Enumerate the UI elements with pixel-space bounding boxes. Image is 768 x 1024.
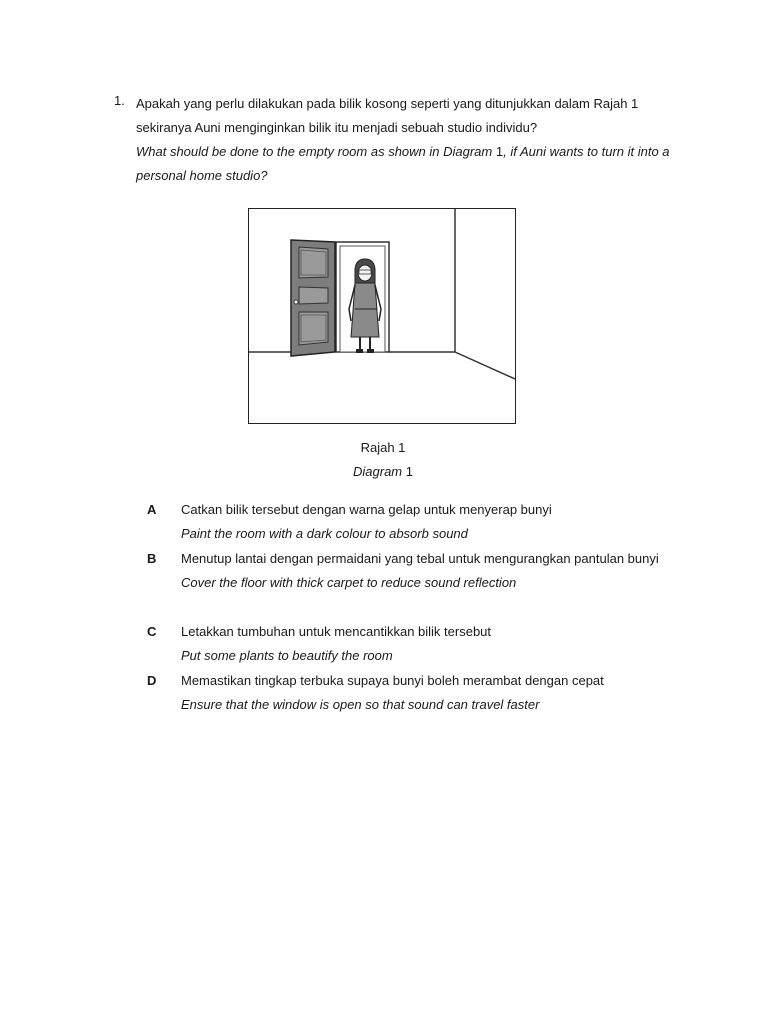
figure-caption-english-number: 1 <box>402 464 413 479</box>
figure-caption-malay: Rajah 1 <box>360 440 406 455</box>
option-text <box>181 547 681 595</box>
option-letter: D <box>147 673 157 688</box>
option-malay: Letakkan tumbuhan untuk mencantikkan bilik tersebut <box>181 624 492 639</box>
figure-caption-english-label: Diagram <box>353 464 403 479</box>
option-malay: Memastikan tingkap terbuka supaya bunyi boleh merambat dengan cepat <box>181 673 604 688</box>
option-letter: C <box>147 624 157 639</box>
option-malay: Menutup lantai dengan permaidani yang tebal untuk mengurangkan pantulan bunyi <box>181 551 659 566</box>
room-illustration <box>249 209 515 423</box>
question-english <box>136 140 696 188</box>
option-malay: Catkan bilik tersebut dengan warna gelap untuk menyerap bunyi <box>181 502 552 517</box>
door <box>291 240 335 356</box>
option-letter: A <box>147 502 157 517</box>
option-text <box>181 620 681 668</box>
room-diagram <box>248 208 516 424</box>
option-text <box>181 498 681 546</box>
question-text <box>136 92 696 188</box>
question-english-part-1: What should be done to the empty room as shown in Diagram <box>136 144 496 159</box>
question-english-part-2: , if Auni wants to turn it into a personal home studio? <box>136 144 670 183</box>
option-text <box>181 669 681 717</box>
question-english-diagram-number: 1 <box>495 144 504 159</box>
figure-caption-english <box>248 464 518 479</box>
option-english: Paint the room with a dark colour to absorb sound <box>181 526 468 541</box>
option-english: Cover the floor with thick carpet to reduce sound reflection <box>181 575 517 590</box>
question-number: 1. <box>114 93 125 108</box>
option-letter: B <box>147 551 157 566</box>
option-english: Ensure that the window is open so that sound can travel faster <box>181 697 540 712</box>
option-english: Put some plants to beautify the room <box>181 648 393 663</box>
question-malay: Apakah yang perlu dilakukan pada bilik kosong seperti yang ditunjukkan dalam Rajah 1 sekiranya Auni menginginkan bilik itu menjadi sebuah studio individu? <box>136 96 639 135</box>
